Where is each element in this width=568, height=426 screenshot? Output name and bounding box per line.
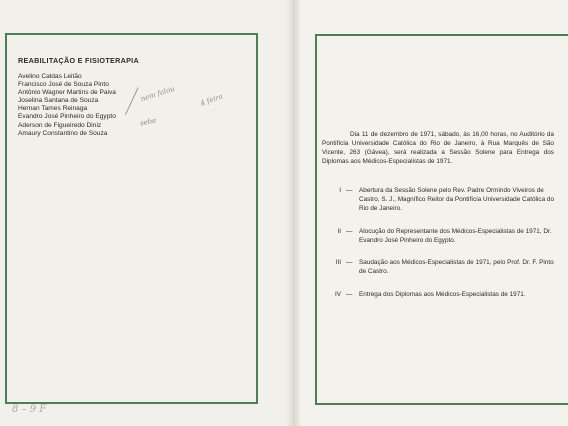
program-item — [322, 186, 554, 213]
handwritten-footer-note: 8 – 9 F — [12, 404, 47, 415]
graduate-name: Antônio Wagner Martins de Paiva — [18, 89, 116, 97]
program-item — [322, 290, 554, 299]
graduate-name: Evandro José Pinheiro do Egypto — [18, 113, 116, 121]
program-item-number: III — [335, 259, 341, 266]
handwritten-note: sebe — [139, 116, 158, 128]
program-item-number: I — [339, 187, 341, 194]
graduate-name: Hernan Tames Reinaga — [18, 105, 88, 113]
graduate-name: Avelino Caldas Leitão — [18, 73, 82, 80]
program-dash: — — [346, 228, 353, 235]
section-heading: REABILITAÇÃO E FISIOTERAPIA — [18, 56, 139, 65]
handwritten-note: 4 feira — [199, 92, 224, 108]
program-dash: — — [346, 187, 353, 194]
program-item-text: Entrega dos Diplomas aos Médicos-Especialistas de 1971. — [359, 291, 526, 298]
handwritten-note: nem falou — [139, 84, 176, 104]
program-item-text: Saudação aos Médicos-Especialistas de 1971, pelo Prof. Dr. F. Pinto de Castro. — [359, 259, 554, 275]
graduate-names-list — [18, 73, 116, 138]
graduate-name: Aderson de Figueiredo Diniz — [18, 121, 102, 129]
ceremony-announcement: Dia 11 de dezembro de 1971, sábado, às 16,00 horas, no Auditório da Pontifícia Universidade Católica do Rio de Janeiro, à Rua Marquês de São Vicente, 263 (Gávea), será realizada a Sessão Solene para Entrega dos Diplomas aos Médicos-Especialistas de 1971. — [322, 131, 554, 165]
program-item — [322, 227, 554, 245]
graduate-name: Francisco José de Souza Pinto — [18, 81, 109, 89]
program-item-number: II — [337, 228, 341, 235]
graduate-name: Amaury Constantino de Souza — [18, 129, 108, 137]
graduate-name: Joselina Santana de Souza — [18, 97, 99, 105]
book-gutter — [286, 0, 300, 426]
program-dash: — — [346, 259, 353, 266]
program-item-text: Abertura da Sessão Solene pelo Rev. Padre Ormindo Viveiros de Castro, S. J., Magnífico Reitor da Pontifícia Universidade Católica do Rio de Janeiro. — [359, 187, 555, 212]
right-page-border — [315, 34, 568, 405]
program-item-text: Alocução do Representante dos Médicos-Especialistas de 1971, Dr. Evandro José Pinheiro do Egypto. — [359, 228, 552, 244]
program-item — [322, 258, 554, 276]
program-item-number: IV — [334, 291, 341, 298]
program-dash: — — [346, 291, 353, 298]
